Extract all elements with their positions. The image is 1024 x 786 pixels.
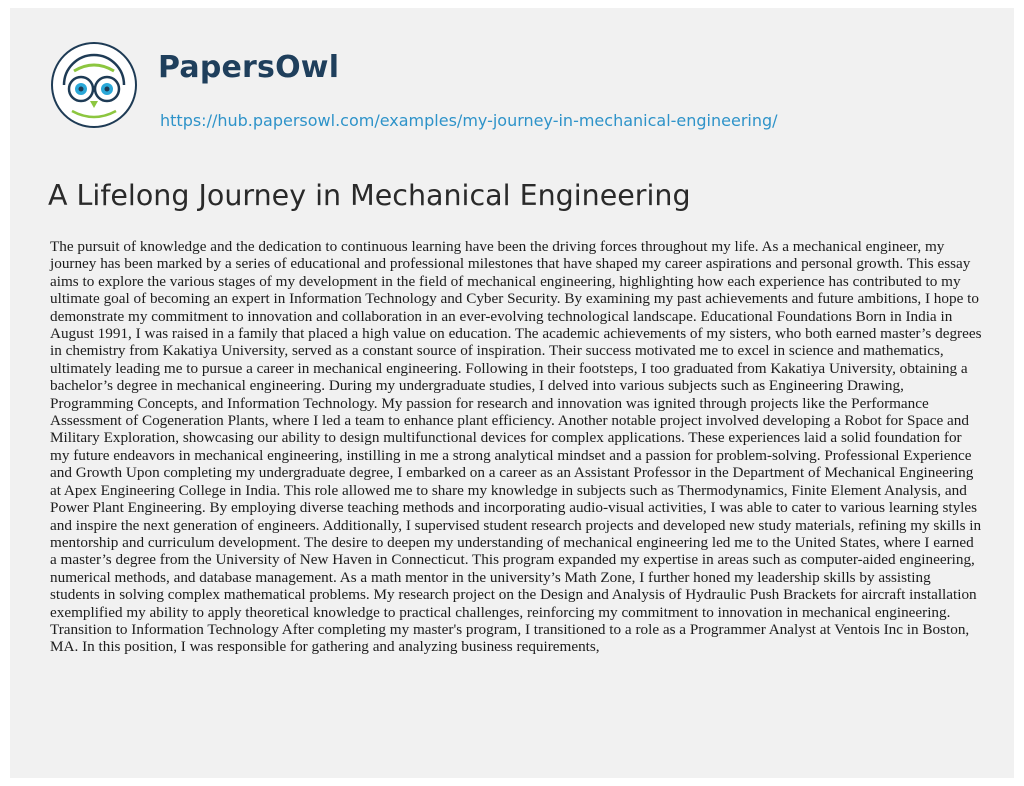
document-title: A Lifelong Journey in Mechanical Engineering (48, 179, 691, 212)
document-body: The pursuit of knowledge and the dedication to continuous learning have been the driving forces throughout my life. As a mechanical engineer, my journey has been marked by a series of educational and professional milestones that have shaped my career aspirations and personal growth. This essay aims to explore the various stages of my development in the field of mechanical engineering, highlighting how each experience has contributed to my ultimate goal of becoming an expert in Information Technology and Cyber Security. By examining my past achievements and future ambitions, I hope to demonstrate my commitment to innovation and collaboration in an ever-evolving technological landscape. Educational Foundations Born in India in August 1991, I was raised in a family that placed a high value on education. The academic achievements of my sisters, who both earned master’s degrees in chemistry from Kakatiya University, served as a constant source of inspiration. Their success motivated me to excel in science and mathematics, ultimately leading me to pursue a career in mechanical engineering. Following in their footsteps, I too graduated from Kakatiya University, obtaining a bachelor’s degree in mechanical engineering. During my undergraduate studies, I delved into various subjects such as Engineering Drawing, Programming Concepts, and Information Technology. My passion for research and innovation was ignited through projects like the Performance Assessment of Cogeneration Plants, where I led a team to enhance plant efficiency. Another notable project involved developing a Robot for Space and Military Exploration, showcasing our ability to design multifunctional devices for complex applications. These experiences laid a solid foundation for my future endeavors in mechanical engineering, instilling in me a strong analytical mindset and a passion for problem-solving. Professional Experience and Growth Upon completing my undergraduate degree, I embarked on a career as an Assistant Professor in the Department of Mechanical Engineering at Apex Engineering College in India. This role allowed me to share my knowledge in subjects such as Thermodynamics, Finite Element Analysis, and Power Plant Engineering. By employing diverse teaching methods and incorporating audio-visual activities, I was able to cater to various learning styles and inspire the next generation of engineers. Additionally, I supervised student research projects and developed new study materials, refining my skills in mentorship and curriculum development. The desire to deepen my understanding of mechanical engineering led me to the United States, where I earned a master’s degree from the University of New Haven in Connecticut. This program expanded my expertise in areas such as computer-aided engineering, numerical methods, and database management. As a math mentor in the university’s Math Zone, I further honed my leadership skills by assisting students in solving complex mathematical problems. My research project on the Design and Analysis of Hydraulic Push Brackets for aircraft installation exemplified my ability to apply theoretical knowledge to practical challenges, reinforcing my commitment to innovation in mechanical engineering. Transition to Information Technology After completing my master's program, I transitioned to a role as a Programmer Analyst at Ventois Inc in Boston, MA. In this position, I was responsible for gathering and analyzing business requirements, (50, 238, 982, 656)
brand-header (10, 8, 1014, 168)
page-background (10, 8, 1014, 778)
owl-logo-icon (50, 41, 138, 129)
source-url-link[interactable]: https://hub.papersowl.com/examples/my-journey-in-mechanical-engineering/ (160, 111, 778, 130)
brand-name: PapersOwl (158, 50, 340, 85)
